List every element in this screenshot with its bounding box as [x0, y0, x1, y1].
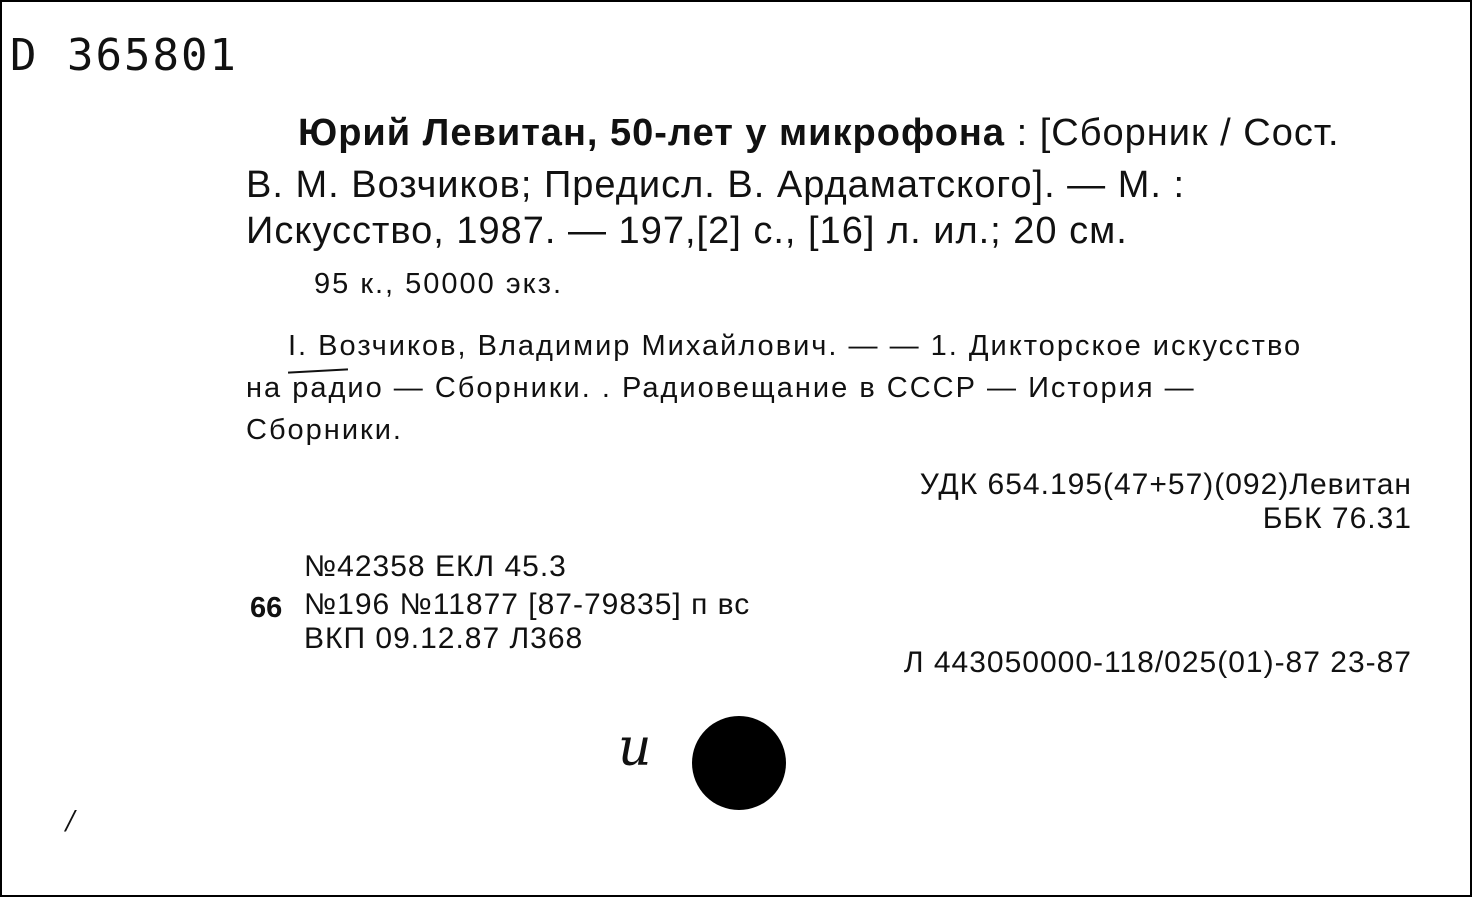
registration-line-1: №42358 ЕКЛ 45.3	[304, 550, 567, 583]
registration-line-3: ВКП 09.12.87 Л368	[304, 622, 584, 655]
registration-line-2: №196 №11877 [87-79835] п вс	[304, 588, 751, 621]
call-number: D 365801	[10, 30, 238, 81]
subject-line-3: Сборники.	[246, 414, 403, 446]
subject-line-2: на радио — Сборники. . Радиовещание в СССР — История —	[246, 372, 1196, 404]
index-code: Л 443050000-118/025(01)-87 23-87	[903, 646, 1412, 679]
author-title: Юрий Левитан, 50-лет у микрофона	[298, 112, 1006, 154]
entry-line-1	[298, 114, 1340, 152]
black-dot-mark	[692, 716, 786, 810]
registration-prefix: 66	[250, 592, 283, 624]
bbk-code: ББК 76.31	[1262, 502, 1412, 535]
margin-mark: /	[66, 806, 75, 836]
handwritten-mark: и	[618, 718, 652, 778]
price-line: 95 к., 50000 экз.	[314, 268, 564, 300]
entry-line-1-rest: : [Сборник / Сост.	[1005, 112, 1340, 154]
entry-line-2: В. М. Возчиков; Предисл. В. Ардаматского]. — М. :	[246, 164, 1186, 206]
udk-code: УДК 654.195(47+57)(092)Левитан	[919, 468, 1412, 501]
entry-line-3: Искусство, 1987. — 197,[2] с., [16] л. ил.; 20 см.	[246, 210, 1128, 252]
subject-line-1: I. Возчиков, Владимир Михайлович. — — 1. Дикторское искусство	[288, 330, 1303, 362]
